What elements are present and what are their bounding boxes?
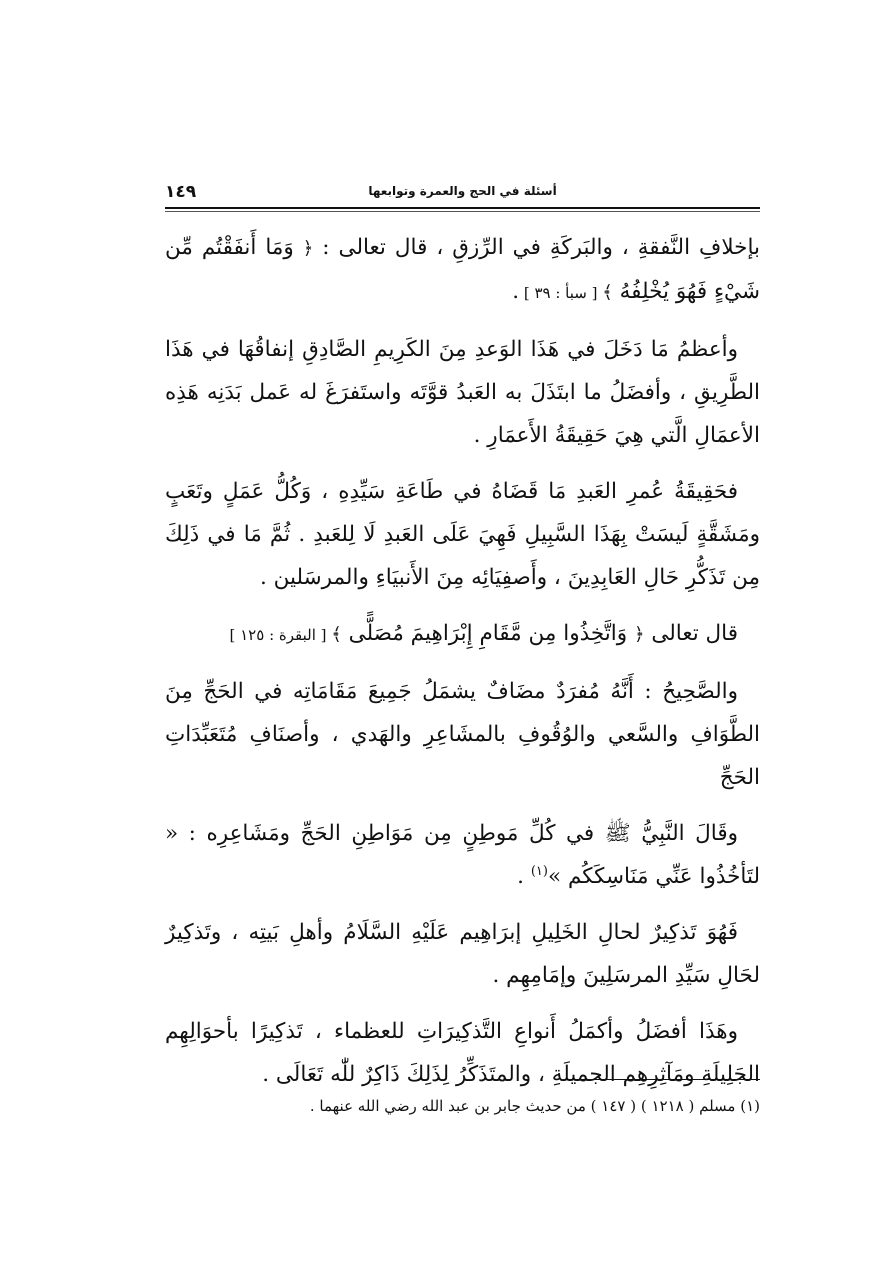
paragraph-8: وهَذَا أفضَلُ وأكمَلُ أَنواعِ التَّذكِيرَاتِ للعظماء ، تَذكِيرًا بأحوَالِهِم الجَلِيلَةِ ومَآثِرِهِم الجميلَةِ ، والمتَذَكِّرُ لِذَلِكَ ذَاكِرٌ للّٰه تَعَالَى .	[165, 1019, 760, 1087]
footnote-rule	[565, 1079, 760, 1080]
quran-close-bracket: ﴾	[602, 282, 613, 303]
paragraph-6-end: .	[517, 864, 531, 889]
body-text	[165, 226, 760, 1096]
quran-close-bracket: ﴾	[331, 624, 342, 645]
verse-reference-baqarah: [ البقرة : ١٢٥ ]	[229, 626, 332, 644]
quran-open-bracket: ﴿	[633, 624, 645, 645]
page-number: ١٤٩	[165, 182, 197, 202]
paragraph-7: فَهُوَ تَذكِيرٌ لحالِ الخَلِيلِ إبرَاهِيم عَلَيْهِ السَّلَامُ وأهلِ بَيتِه ، وتَذكِيرٌ لحَالِ سَيِّدِ المرسَلِينَ وإمَامِهِم .	[165, 920, 760, 988]
quran-open-bracket: ﴿	[302, 238, 314, 259]
footnote-marker[interactable]: (١)	[530, 863, 548, 879]
verse-reference-saba: [ سبأ : ٣٩ ]	[519, 284, 603, 302]
quran-verse-baqarah: وَاتَّخِذُوا مِن مَّقَامِ إِبْرَاهِيمَ مُصَلًّى	[341, 621, 634, 646]
paragraph-3: فحَقِيقَةُ عُمرِ العَبدِ مَا قَضَاهُ في طَاعَةِ سَيِّدِهِ ، وَكُلُّ عَمَلٍ وتَعَبٍ ومَشَقَّةٍ لَيسَتْ بِهَذَا السَّبِيلِ فَهِيَ عَلَى العَبدِ لَا لِلعَبدِ . ثُمَّ مَا في ذَلِكَ مِن تَذَكُّرِ حَالِ العَابِدِينَ ، وأَصفِيَائِه مِنَ الأَنبيَاءِ والمرسَلين .	[165, 479, 760, 590]
paragraph-2: وأعظمُ مَا دَخَلَ في هَذَا الوَعدِ مِنَ الكَرِيمِ الصَّادِقِ إنفاقُهَا في هَذَا الطَّرِيقِ ، وأفضَلُ ما ابتَذَلَ به العَبدُ قوَّتَه واستَفرَغَ له عَمل بَدَنِه هَذِه الأعمَالِ الَّتي هِيَ حَقِيقَةُ الأَعمَارِ .	[165, 337, 760, 448]
page-header	[165, 182, 760, 206]
header-rule-thin	[165, 211, 760, 212]
paragraph-4	[165, 612, 760, 657]
paragraph-1-end: .	[512, 279, 520, 304]
quran-verse-saba: وَمَا أَنفَقْتُم مِّن شَيْءٍ فَهُوَ يُخْلِفُهُ	[165, 235, 760, 304]
header-rule	[165, 207, 760, 209]
paragraph-6	[165, 812, 760, 898]
paragraph-6-text: وقَالَ النَّبِيُّ ﷺ في كُلِّ مَوطِنٍ مِن مَوَاطِنِ الحَجِّ ومَشَاعِرِه : « لتَأخُذُوا عَنِّي مَنَاسِكَكُم »	[165, 821, 760, 889]
paragraph-1	[165, 226, 760, 315]
footnote: (١) مسلم ( ١٢١٨ ) ( ١٤٧ ) من حديث جابر بن عبد الله رضي الله عنهما .	[309, 1097, 760, 1115]
paragraph-4-text: قال تعالى	[644, 621, 738, 646]
paragraph-1-text: بإخلافِ النَّفقةِ ، والبَركَةِ في الرِّزقِ ، قال تعالى :	[313, 235, 760, 260]
paragraph-5: والصَّحِيحُ : أَنَّهُ مُفرَدٌ مضَافٌ يشمَلُ جَمِيعَ مَقَامَاتِه في الحَجِّ مِنَ الطَّوَافِ والسَّعي والوُقُوفِ بالمشَاعِرِ والهَدي ، وأصنَافِ مُتَعَبِّدَاتِ الحَجِّ	[165, 679, 760, 790]
running-title: أسئلة في الحج والعمرة وتوابعها	[368, 184, 557, 198]
